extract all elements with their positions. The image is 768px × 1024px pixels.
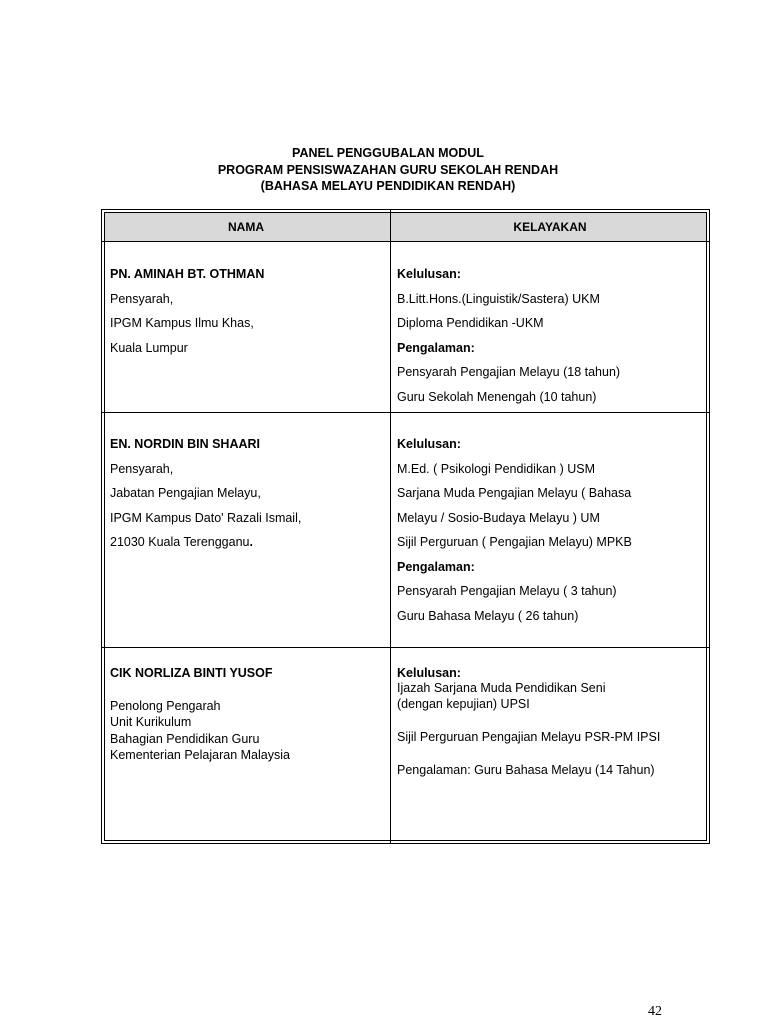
experience: Pengalaman: Guru Bahasa Melayu (14 Tahun) [397,763,655,777]
experience: Guru Sekolah Menengah (10 tahun) [397,389,597,404]
pengalaman-label: Pengalaman: [397,340,475,355]
person-detail: IPGM Kampus Ilmu Khas, [110,316,254,330]
person-detail: Jabatan Pengajian Melayu, [110,486,261,500]
person-name: PN. AMINAH BT. OTHMAN [110,267,265,281]
person-detail: Pensyarah, [110,291,174,306]
person-detail-line [110,530,301,555]
column-header-nama: NAMA [228,220,264,234]
row-1-kelayakan-cell [397,262,620,409]
qualification: Ijazah Sarjana Muda Pendidikan Seni [397,680,606,695]
person-detail: Bahagian Pendidikan Guru [110,731,260,746]
row-3-kelayakan-cell [397,665,660,779]
detail-period: . [249,535,253,549]
page-number: 42 [648,1004,662,1019]
experience: Guru Bahasa Melayu ( 26 tahun) [397,608,579,623]
header-divider [102,241,709,242]
qualification: (dengan kepujian) UPSI [397,697,530,711]
document-titles [0,145,768,195]
qualification: Sarjana Muda Pengajian Melayu ( Bahasa [397,486,632,500]
title-line-3: (BAHASA MELAYU PENDIDIKAN RENDAH) [260,179,516,193]
column-divider [390,210,391,843]
person-detail: IPGM Kampus Dato' Razali Ismail, [110,510,302,525]
qualification: Diploma Pendidikan -UKM [397,316,544,330]
person-name: CIK NORLIZA BINTI YUSOF [110,666,273,680]
kelulusan-label: Kelulusan: [397,437,461,451]
experience: Pensyarah Pengajian Melayu ( 3 tahun) [397,584,617,598]
person-detail: Kuala Lumpur [110,340,188,355]
row-divider [102,412,709,413]
title-line-1: PANEL PENGGUBALAN MODUL [292,146,484,160]
column-header-kelayakan: KELAYAKAN [513,220,587,234]
qualification: M.Ed. ( Psikologi Pendidikan ) USM [397,461,595,476]
kelulusan-label: Kelulusan: [397,666,461,680]
row-3-nama-cell [110,665,290,764]
pengalaman-label: Pengalaman: [397,559,475,574]
experience: Pensyarah Pengajian Melayu (18 tahun) [397,365,621,379]
qualification: Melayu / Sosio-Budaya Melayu ) UM [397,510,600,525]
person-detail: Pensyarah, [110,461,174,476]
row-1-nama-cell [110,262,264,360]
kelulusan-label: Kelulusan: [397,267,461,281]
row-2-kelayakan-cell [397,432,632,628]
person-detail: 21030 Kuala Terengganu [110,535,250,549]
qualification: B.Litt.Hons.(Linguistik/Sastera) UKM [397,291,600,306]
person-name: EN. NORDIN BIN SHAARI [110,437,261,451]
row-divider [102,647,709,648]
person-detail: Penolong Pengarah [110,698,221,713]
title-line-2: PROGRAM PENSISWAZAHAN GURU SEKOLAH RENDAH [217,162,559,177]
qualification: Sijil Perguruan Pengajian Melayu PSR-PM IPSI [397,729,661,744]
qualification: Sijil Perguruan ( Pengajian Melayu) MPKB [397,535,632,549]
panel-table [101,209,710,844]
person-detail: Kementerian Pelajaran Malaysia [110,748,290,762]
person-detail: Unit Kurikulum [110,715,192,729]
row-2-nama-cell [110,432,301,555]
